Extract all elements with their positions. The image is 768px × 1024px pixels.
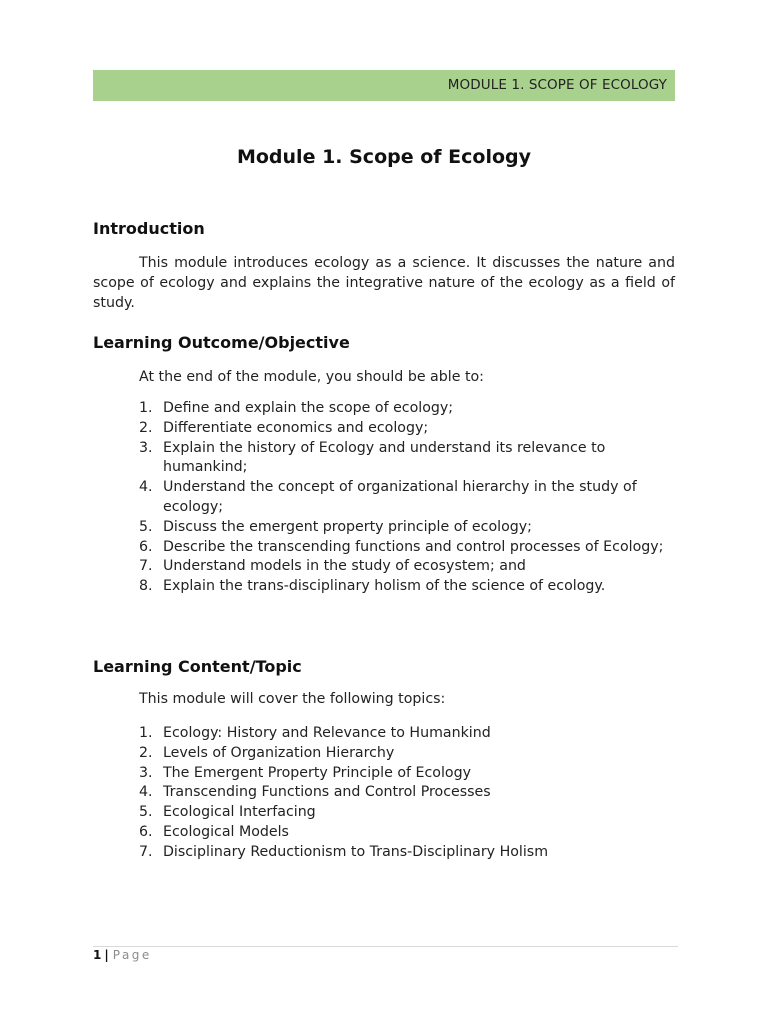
topic-item-text: Transcending Functions and Control Processes [163,784,491,801]
footer-separator: | [104,948,109,962]
page-title: Module 1. Scope of Ecology [236,146,532,168]
topic-item [139,744,679,764]
objective-item [139,419,679,439]
topic-item-number: 5. [139,804,153,821]
topic-item-text: The Emergent Property Principle of Ecology [163,764,471,781]
objective-item [139,439,679,479]
topic-item-text: Disciplinary Reductionism to Trans-Disciplinary Holism [163,843,549,860]
topic-item-text: Ecology: History and Relevance to Humankind [163,725,491,741]
objectives-list [139,399,679,597]
topic-item-text: Levels of Organization Hierarchy [163,744,395,761]
topic-item [139,783,679,803]
topic-item-number: 3. [139,764,153,781]
topic-item [139,803,679,823]
objective-item-number: 8. [139,578,153,595]
objective-item [139,518,679,538]
objective-item-number: 2. [139,419,153,436]
objective-item-text: Understand the concept of organizational hierarchy in the study of ecology; [163,479,637,515]
objective-item [139,399,679,419]
page-label: Page [112,948,152,962]
topic-item-number: 6. [139,823,153,840]
objective-item-number: 6. [139,538,153,555]
introduction-heading: Introduction [93,219,205,238]
running-header-bar [93,70,675,101]
objective-item [139,478,679,518]
objective-item-number: 1. [139,400,153,416]
topic-item-number: 2. [139,744,153,761]
objective-item-text: Understand models in the study of ecosystem; and [163,558,526,575]
introduction-paragraph: This module introduces ecology as a science. It discusses the nature and scope of ecology and explains the integrative nature of the ecology as a field of study. [93,255,675,311]
content-heading: Learning Content/Topic [93,657,302,676]
objective-item-text: Describe the transcending functions and control processes of Ecology; [163,538,664,555]
page-footer [93,948,152,962]
objective-item-number: 4. [139,479,153,496]
topic-item [139,724,679,744]
objective-item-number: 5. [139,518,153,535]
topic-item [139,843,679,863]
objective-item-text: Explain the history of Ecology and understand its relevance to humankind; [163,439,606,476]
objective-item-number: 7. [139,558,153,575]
running-header-text: MODULE 1. SCOPE OF ECOLOGY [447,77,667,93]
topic-item-text: Ecological Interfacing [163,804,316,821]
topics-list [139,724,679,863]
objectives-heading: Learning Outcome/Objective [93,333,350,352]
objective-item-text: Explain the trans-disciplinary holism of the science of ecology. [163,578,606,595]
footer-divider [93,946,678,947]
objective-item-text: Differentiate economics and ecology; [163,419,429,436]
objectives-lead: At the end of the module, you should be able to: [139,369,484,385]
topic-item-number: 1. [139,725,153,741]
objective-item [139,557,679,577]
objective-item [139,577,679,597]
topic-item [139,823,679,843]
page-number: 1 [93,948,102,962]
content-lead: This module will cover the following topics: [139,691,446,707]
objective-item-text: Discuss the emergent property principle of ecology; [163,518,532,535]
topic-item [139,764,679,784]
objective-item-text: Define and explain the scope of ecology; [163,400,454,416]
topic-item-number: 4. [139,784,153,801]
objective-item-number: 3. [139,439,153,456]
objective-item [139,538,679,558]
topic-item-text: Ecological Models [163,823,289,840]
topic-item-number: 7. [139,843,153,860]
